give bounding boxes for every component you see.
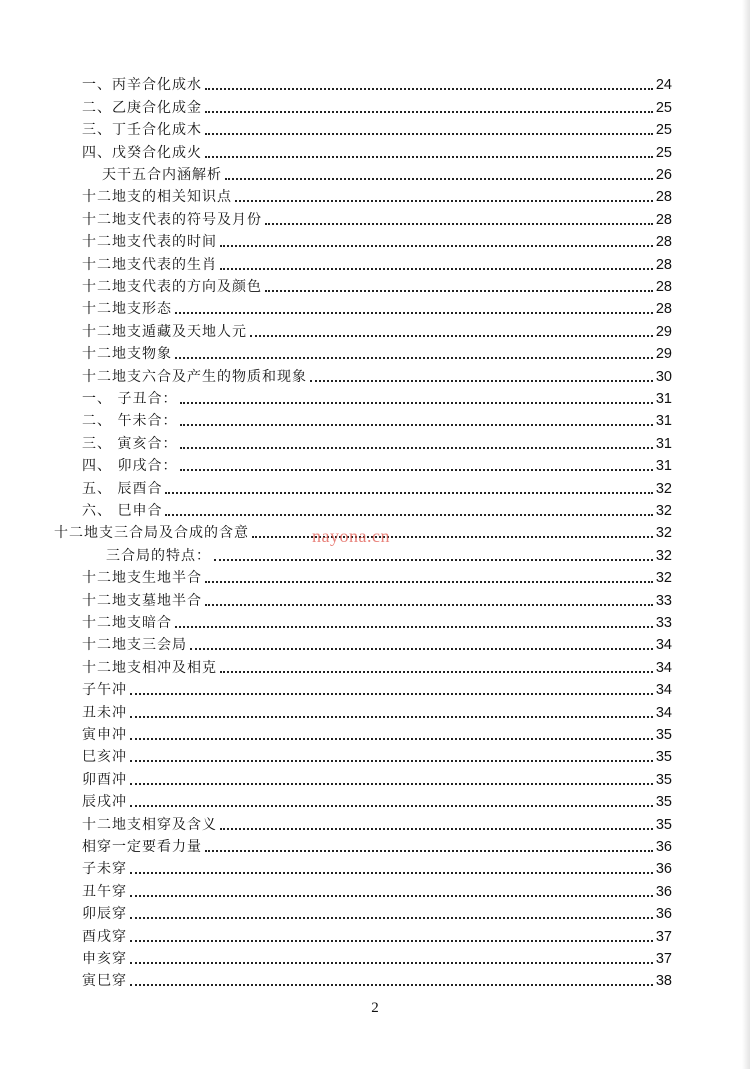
toc-entry — [82, 94, 672, 116]
toc-entry — [82, 274, 672, 296]
toc-entry — [82, 296, 672, 318]
toc-entry-title: 三合局的特点： — [106, 547, 211, 564]
toc-entry-page: 30 — [655, 368, 672, 385]
toc-entry — [82, 139, 672, 161]
toc-dot-leader — [214, 559, 653, 561]
toc-dot-leader — [180, 447, 652, 449]
toc-entry-page: 35 — [655, 771, 672, 788]
toc-entry-title: 十二地支代表的方向及颜色 — [82, 278, 262, 295]
toc-entry-title: 十二地支三会局 — [82, 637, 187, 654]
toc-dot-leader — [130, 872, 653, 874]
toc-entry-title: 十二地支的相关知识点 — [82, 189, 232, 206]
toc-entry-page: 36 — [655, 861, 672, 878]
toc-entry-page: 34 — [655, 682, 672, 699]
toc-entry-title: 一、 子丑合： — [82, 390, 178, 407]
toc-entry-title: 子午冲 — [82, 682, 127, 699]
toc-entry-page: 25 — [655, 99, 672, 116]
toc-entry-page: 25 — [655, 122, 672, 139]
toc-entry — [82, 677, 672, 699]
toc-entry-title: 十二地支遁藏及天地人元 — [82, 323, 247, 340]
toc-entry-title: 三、丁壬合化成木 — [82, 122, 202, 139]
toc-entry-title: 巳亥冲 — [82, 749, 127, 766]
toc-entry — [82, 206, 672, 228]
toc-entry-title: 二、乙庚合化成金 — [82, 99, 202, 116]
toc-entry — [82, 565, 672, 587]
toc-dot-leader — [235, 200, 653, 202]
toc-entry — [82, 587, 672, 609]
toc-dot-leader — [130, 895, 653, 897]
toc-entry — [82, 251, 672, 273]
toc-entry-title: 十二地支生地半合 — [82, 570, 202, 587]
toc-dot-leader — [130, 917, 653, 919]
toc-dot-leader — [180, 402, 652, 404]
toc-entry-title: 卯酉冲 — [82, 771, 127, 788]
toc-dot-leader — [205, 604, 653, 606]
toc-entry-title: 相穿一定要看力量 — [82, 838, 202, 855]
toc-dot-leader — [130, 984, 653, 986]
toc-entry-title: 酉戌穿 — [82, 928, 127, 945]
toc-entry-page: 31 — [655, 390, 672, 407]
toc-entry-page: 32 — [655, 525, 672, 542]
toc-entry-page: 36 — [655, 883, 672, 900]
toc-entry-title: 寅申冲 — [82, 726, 127, 743]
toc-entry-page: 29 — [655, 346, 672, 363]
toc-entry-page: 34 — [655, 704, 672, 721]
toc-entry-page: 28 — [655, 189, 672, 206]
toc-entry-title: 六、 巳申合 — [82, 502, 163, 519]
toc-dot-leader — [175, 312, 653, 314]
page-number: 2 — [371, 1000, 379, 1016]
toc-entry — [82, 318, 672, 340]
toc-dot-leader — [180, 469, 652, 471]
toc-dot-leader — [130, 760, 653, 762]
toc-entry-title: 二、 午未合： — [82, 413, 178, 430]
toc-entry-title: 十二地支三合局及合成的含意 — [54, 525, 249, 542]
toc-entry — [82, 811, 672, 833]
toc-entry-page: 37 — [655, 928, 672, 945]
toc-entry-page: 28 — [655, 256, 672, 273]
toc-entry-page: 32 — [655, 480, 672, 497]
toc-entry-page: 34 — [655, 659, 672, 676]
toc-entry-page: 38 — [655, 973, 672, 990]
toc-entry-title: 辰戌冲 — [82, 794, 127, 811]
toc-entry — [82, 229, 672, 251]
toc-entry-page: 32 — [655, 547, 672, 564]
toc-dot-leader — [130, 738, 653, 740]
toc-entry-title: 申亥穿 — [82, 950, 127, 967]
toc-entry-page: 35 — [655, 726, 672, 743]
toc-dot-leader — [190, 648, 653, 650]
toc-entry — [82, 610, 672, 632]
toc-entry — [82, 341, 672, 363]
toc-dot-leader — [130, 783, 653, 785]
toc-dot-leader — [175, 357, 653, 359]
toc-dot-leader — [220, 268, 653, 270]
toc-dot-leader — [205, 88, 653, 90]
toc-entry-title: 丑未冲 — [82, 704, 127, 721]
toc-dot-leader — [225, 178, 653, 180]
toc-entry — [82, 699, 672, 721]
toc-entry-title: 四、戊癸合化成火 — [82, 144, 202, 161]
toc-dot-leader — [165, 514, 652, 516]
toc-entry-title: 十二地支六合及产生的物质和现象 — [82, 368, 307, 385]
toc-dot-leader — [130, 716, 653, 718]
toc-dot-leader — [130, 693, 653, 695]
toc-entry-page: 33 — [655, 614, 672, 631]
toc-entry — [82, 386, 672, 408]
watermark-text: nayona.cn — [312, 526, 390, 546]
toc-entry — [82, 901, 672, 923]
toc-entry-title: 十二地支代表的生肖 — [82, 256, 217, 273]
toc-dot-leader — [205, 850, 653, 852]
toc-entry — [82, 475, 672, 497]
toc-entry-page: 36 — [655, 906, 672, 923]
toc-entry — [82, 946, 672, 968]
toc-entry-page: 33 — [655, 592, 672, 609]
toc-entry-page: 35 — [655, 794, 672, 811]
toc-entry-page: 31 — [655, 435, 672, 452]
toc-dot-leader — [310, 380, 653, 382]
toc-entry-page: 35 — [655, 749, 672, 766]
toc-dot-leader — [265, 223, 653, 225]
toc-entry — [82, 744, 672, 766]
toc-entry-page: 35 — [655, 816, 672, 833]
toc-dot-leader — [205, 581, 653, 583]
toc-entry — [82, 722, 672, 744]
toc-dot-leader — [180, 424, 652, 426]
toc-entry — [82, 184, 672, 206]
toc-entry — [82, 856, 672, 878]
toc-entry-page: 25 — [655, 144, 672, 161]
toc-entry-page: 28 — [655, 211, 672, 228]
toc-entry — [82, 72, 672, 94]
toc-entry — [82, 632, 672, 654]
toc-entry-title: 十二地支代表的时间 — [82, 234, 217, 251]
toc-entry — [82, 789, 672, 811]
toc-entry-page: 26 — [655, 166, 672, 183]
toc-entry — [82, 453, 672, 475]
toc-entry-page: 31 — [655, 458, 672, 475]
toc-entry — [82, 834, 672, 856]
toc-entry-page: 32 — [655, 502, 672, 519]
toc-entry-page: 36 — [655, 838, 672, 855]
toc-entry-title: 十二地支暗合 — [82, 614, 172, 631]
toc-entry — [82, 117, 672, 139]
toc-dot-leader — [205, 133, 653, 135]
toc-entry-page: 29 — [655, 323, 672, 340]
toc-entry — [82, 968, 672, 990]
toc-entry-title: 十二地支代表的符号及月份 — [82, 211, 262, 228]
toc-dot-leader — [220, 828, 653, 830]
toc-entry — [82, 878, 672, 900]
toc-entry — [82, 363, 672, 385]
toc-entry-page: 28 — [655, 234, 672, 251]
toc-entry-title: 十二地支墓地半合 — [82, 592, 202, 609]
toc-entry-page: 28 — [655, 301, 672, 318]
toc-entry-title: 一、丙辛合化成水 — [82, 77, 202, 94]
toc-entry-title: 十二地支相冲及相克 — [82, 659, 217, 676]
toc-dot-leader — [130, 962, 653, 964]
toc-entry — [82, 498, 672, 520]
toc-entry-page: 28 — [655, 278, 672, 295]
toc-dot-leader — [220, 245, 653, 247]
toc-dot-leader — [175, 626, 653, 628]
toc-dot-leader — [220, 671, 653, 673]
toc-entry-page: 34 — [655, 637, 672, 654]
toc-dot-leader — [265, 290, 653, 292]
toc-entry-title: 十二地支相穿及含义 — [82, 816, 217, 833]
toc-entry-title: 十二地支形态 — [82, 301, 172, 318]
toc-dot-leader — [205, 111, 653, 113]
toc-entry-title: 丑午穿 — [82, 883, 127, 900]
toc-entry-title: 寅巳穿 — [82, 973, 127, 990]
toc-entry — [102, 162, 672, 184]
toc-entry — [82, 766, 672, 788]
toc-entry-page: 37 — [655, 950, 672, 967]
toc-entry-title: 四、 卯戌合： — [82, 458, 178, 475]
toc-entry — [82, 430, 672, 452]
toc-entry — [82, 923, 672, 945]
toc-dot-leader — [165, 492, 652, 494]
toc-dot-leader — [205, 156, 653, 158]
toc-entry-title: 十二地支物象 — [82, 346, 172, 363]
toc-entry-title: 三、 寅亥合： — [82, 435, 178, 452]
toc-entry-page: 31 — [655, 413, 672, 430]
toc-entry-page: 24 — [655, 77, 672, 94]
page-edge-shadow — [742, 0, 750, 1069]
toc-entry-title: 卯辰穿 — [82, 906, 127, 923]
toc-entry-title: 子未穿 — [82, 861, 127, 878]
toc-dot-leader — [130, 805, 653, 807]
toc-dot-leader — [130, 940, 653, 942]
toc-dot-leader — [250, 335, 653, 337]
toc-entry — [82, 654, 672, 676]
toc-entry-page: 32 — [655, 570, 672, 587]
toc-entry — [82, 408, 672, 430]
toc-entry-title: 五、 辰酉合 — [82, 480, 163, 497]
toc-entry-title: 天干五合内涵解析 — [102, 166, 222, 183]
